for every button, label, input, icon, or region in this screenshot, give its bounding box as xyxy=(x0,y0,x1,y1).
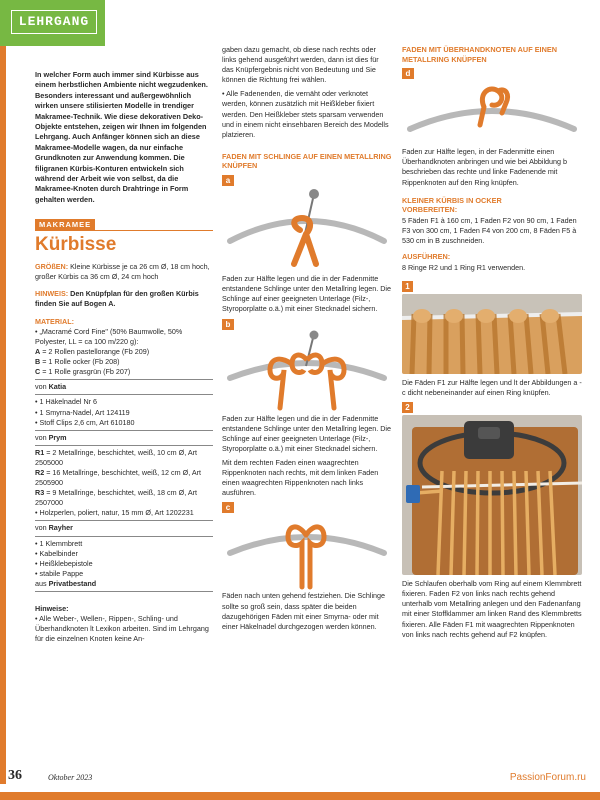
ring-R3: R3 = 9 Metallringe, beschichtet, weiß, 18 cm Ø, Art 2507000 xyxy=(35,488,198,508)
watermark: PassionForum.ru xyxy=(509,772,586,783)
hint-pattern: HINWEIS: Den Knüpfplan für den großen Kürbis finden Sie auf Bogen A. xyxy=(35,288,199,308)
page-number: 36 xyxy=(8,768,22,783)
list-item: • Stoff Clips 2,6 cm, Art 610180 xyxy=(35,418,213,428)
prepare-text: 5 Fäden F1 à 160 cm, 1 Faden F2 von 90 cm, 1 Faden F3 von 300 cm, 1 Faden F4 von 200 cm, 8 Fäden F5 à 530 cm in B zuschneiden. xyxy=(402,215,577,246)
notes-list xyxy=(35,614,213,644)
list-item: • 1 Häkelnadel Nr 6 xyxy=(35,397,213,407)
diagram-c xyxy=(222,513,392,591)
prepare-label: VORBEREITEN: xyxy=(402,205,458,215)
section-tab xyxy=(0,0,105,46)
supplier-katia: von Katia xyxy=(35,382,67,392)
list-item: • stabile Pappe xyxy=(35,569,213,579)
section-heading: FADEN MIT SCHLINGE AUF EINEN METALLRING KNÜPFEN xyxy=(222,151,392,171)
step-text-d: Faden zur Hälfte legen, in der Fadenmitte einen Überhandknoten anbringen und wie bei Abbildung b beschrieben das rechte und linke Fadenende mit Rippenknoten auf den Ring knüpfen. xyxy=(402,147,568,187)
orange-bottom-bar xyxy=(0,792,600,800)
list-item: • 1 Klemmbrett xyxy=(35,539,213,549)
material-list xyxy=(35,327,213,347)
material-label: MATERIAL: xyxy=(35,316,74,326)
divider xyxy=(35,394,213,395)
step-text-b2: Mit dem rechten Faden einen waagrechten Rippenknoten nach rechts, mit dem linken Faden einen waagrechten Rippenknoten nach links ausführen. xyxy=(222,457,379,498)
step-text-c: Fäden nach unten gehend festziehen. Die Schlinge sollte so groß sein, dass später die beiden dazugehörigen Fäden mit einer Smyrna- oder mit einer Häkelnadel durchgezogen werden können. xyxy=(222,591,386,631)
divider xyxy=(35,536,213,537)
divider xyxy=(35,520,213,521)
divider xyxy=(35,591,213,592)
color-B: B = 1 Rolle ocker (Fb 208) xyxy=(35,357,120,367)
sizes: GRÖßEN: Kleine Kürbisse je ca 26 cm Ø, 18 cm hoch, großer Kürbis ca 36 cm Ø, 24 cm hoch xyxy=(35,262,210,282)
column-middle xyxy=(222,45,392,636)
diagram-b xyxy=(222,330,392,414)
private-list xyxy=(35,539,213,579)
katia-list xyxy=(35,397,213,427)
list-item: • Heißklebepistole xyxy=(35,559,213,569)
notes-label: Hinweise: xyxy=(35,604,69,613)
subsection-heading: KLEINER KÜRBIS IN OCKER xyxy=(402,195,502,205)
list-item: • „Macramé Cord Fine" (50% Baumwolle, 50% Polyester, LL = ca 100 m/220 g): xyxy=(35,327,213,347)
color-A: A = 2 Rollen pastellorange (Fb 209) xyxy=(35,347,150,357)
supplier-rayher: von Rayher xyxy=(35,523,73,533)
paragraph: gaben dazu gemacht, ob diese nach rechts oder links gehend ausgeführt werden, dann ist dies für das Knüpfergebnis nicht von Bedeutung und Sie können die Richtung frei wählen. xyxy=(222,45,379,85)
article-title: Kürbisse xyxy=(35,234,117,256)
step-label-b: b xyxy=(222,319,234,330)
step-label-2: 2 xyxy=(402,402,413,413)
step-label-c: c xyxy=(222,502,234,513)
category-tag: MAKRAMEE xyxy=(35,219,95,231)
step-text-1: Die Fäden F1 zur Hälfte legen und lt der Abbildungen a - c dicht nebeneinander auf einen Ring knüpfen. xyxy=(402,377,582,397)
list-item: • Alle Weber-, Wellen-, Rippen-, Schling- und Überhandknoten lt Lexikon arbeiten. Sind im Lehrgang für die einzelnen Knoten keine An- xyxy=(35,614,213,644)
color-C: C = 1 Rolle grasgrün (Fb 207) xyxy=(35,367,131,377)
tips-list xyxy=(222,89,392,139)
step-text-2: Die Schlaufen oberhalb vom Ring auf einem Klemmbrett fixieren. Faden F2 von links nach rechts gehend unterhalb vom Metallring anlegen und den Fadenanfang mit einer Stoffklammer am linken Rand des Klemmbretts fixieren. Alle Fäden F1 mit waagrechten Rippenknoten von links nach rechts gehend auf F2 knüpfen. xyxy=(402,579,582,639)
intro-text: In welcher Form auch immer sind Kürbisse aus einem herbstlichen Ambiente nicht wegzudenken. Besonders interessant und außergewöhnlich wirken unsere stilisierten Modelle in trendiger Makramee-Technik. Wie diese dekorativen Deko-Objekte entstehen, zeigen wir Ihnen im folgenden Lehrgang. Auch Anfänger können sich an diese Makramee-Modelle wagen, da nur einfache Grundknoten zur Anwendung kommen. Die filigranen Kürbis-Konturen entwickeln sich während der Arbeit wie von selbst, da die Makramee-Knoten durch Drahtringe in Form gehalten werden. xyxy=(35,70,208,204)
list-item: • 1 Smyrna-Nadel, Art 124119 xyxy=(35,408,213,418)
execute-text: 8 Ringe R2 und 1 Ring R1 verwenden. xyxy=(402,262,526,272)
step-label-1: 1 xyxy=(402,281,413,292)
diagram-a xyxy=(222,186,392,274)
issue-date: Oktober 2023 xyxy=(48,773,93,782)
diagram-d xyxy=(402,79,582,147)
section-heading: FADEN MIT ÜBERHANDKNOTEN AUF EINEN METALLRING KNÜPFEN xyxy=(402,45,557,64)
column-left xyxy=(35,70,213,644)
list-item: • Holzperlen, poliert, natur, 15 mm Ø, Art 1202231 xyxy=(35,508,213,518)
step-label-a: a xyxy=(222,175,234,186)
divider xyxy=(35,430,213,431)
section-tab-label: LEHRGANG xyxy=(11,10,97,34)
divider xyxy=(35,445,213,446)
column-right xyxy=(402,45,584,644)
execute-label: AUSFÜHREN: xyxy=(402,252,451,262)
ring-R1: R1 = 2 Metallringe, beschichtet, weiß, 10 cm Ø, Art 2505000 xyxy=(35,447,198,467)
list-item: • Kabelbinder xyxy=(35,549,213,559)
photo-step-1 xyxy=(402,294,582,374)
supplier-prym: von Prym xyxy=(35,432,67,442)
step-text-b: Faden zur Hälfte legen und die in der Fadenmitte entstandene Schlinge unter den Metallring legen. Die Schlinge auf einer geeigneten Unterlage (Filz-, Styroporplatte o.ä.) mit einer Stecknadel sichern. xyxy=(222,413,392,453)
step-label-d: d xyxy=(402,68,414,79)
supplier-private: aus Privatbestand xyxy=(35,578,97,588)
ring-R2: R2 = 16 Metallringe, beschichtet, weiß, 12 cm Ø, Art 2505900 xyxy=(35,467,202,488)
list-item: • Alle Fadenenden, die vernäht oder verknotet werden, können zusätzlich mit Heißkleber fixiert werden. Den Heißkleber stets sparsam verwenden und in einem nicht einsehbaren Bereich des Modells platzieren. xyxy=(222,89,392,139)
divider xyxy=(35,379,213,380)
rayher-list xyxy=(35,508,213,518)
step-text-a: Faden zur Hälfte legen und die in der Fadenmitte entstandene Schlinge unter den Metallring legen. Die Schlinge auf einer geeigneten Unterlage (Filz-, Styroporplatte o.ä.) mit einer Stecknadel sichern. xyxy=(222,274,392,314)
photo-step-2 xyxy=(402,415,582,575)
orange-side-bar xyxy=(0,46,6,784)
